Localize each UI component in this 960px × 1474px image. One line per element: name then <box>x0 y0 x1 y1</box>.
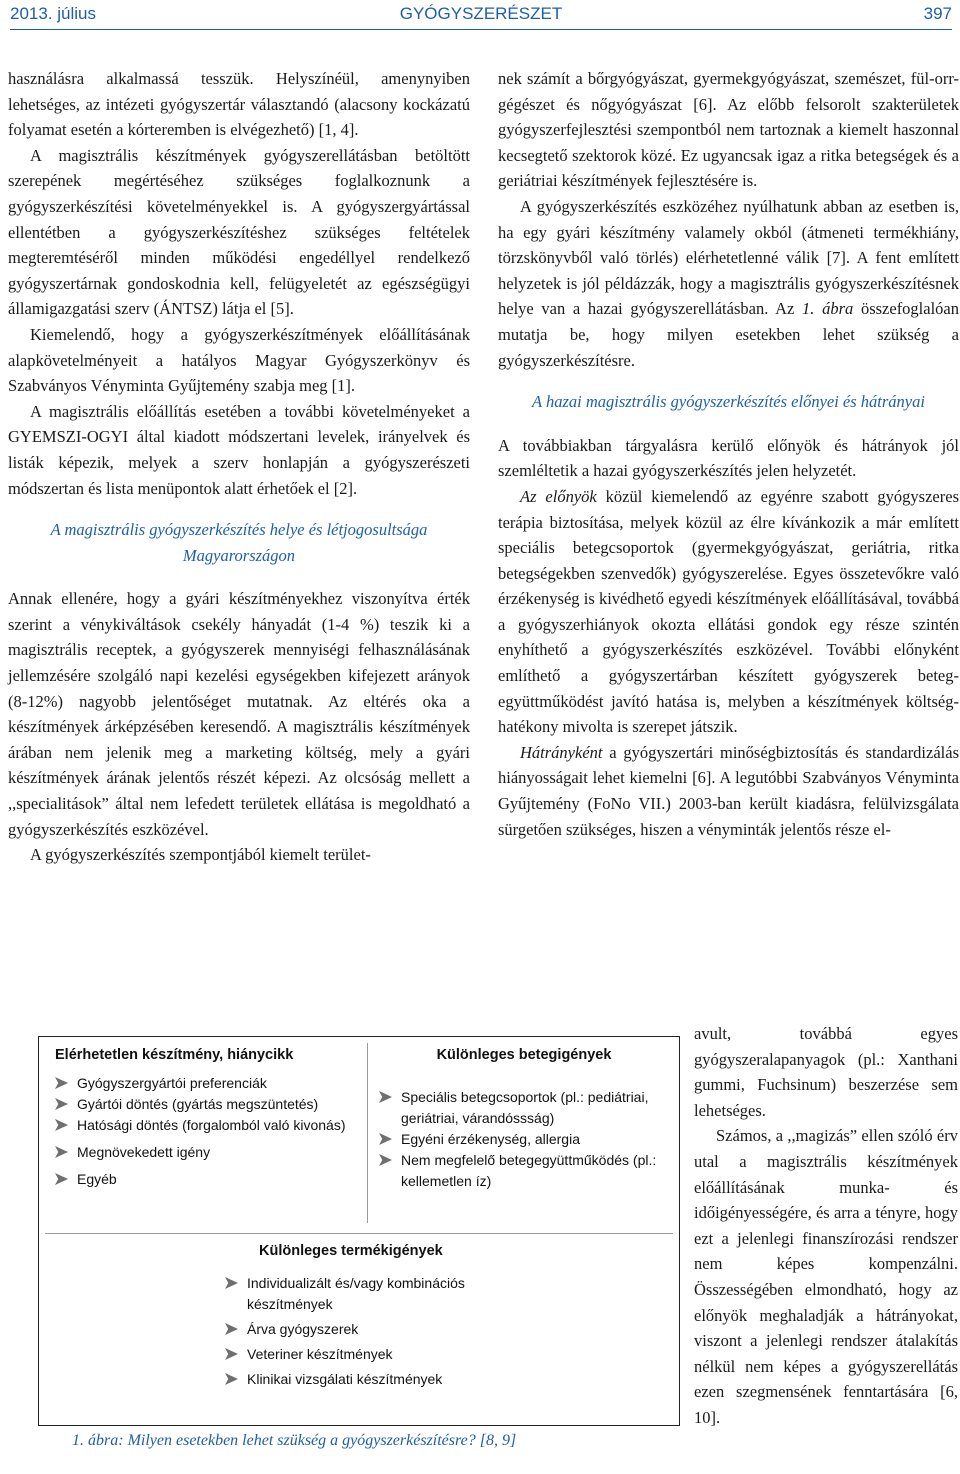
list-item: Speciális betegcsoportok (pl.: pediátriai, geriátriai, várandóssság) <box>379 1087 669 1129</box>
figure-box-product-needs <box>225 1243 525 1390</box>
list-item: Egyéb <box>55 1169 355 1190</box>
right-column <box>498 66 959 842</box>
arrow-icon <box>225 1373 238 1385</box>
list-item: Individualizált és/vagy kombinációs készítmények <box>225 1273 525 1315</box>
paragraph: A gyógyszerkészítés szempontjából kiemelt terület- <box>30 845 371 865</box>
figure-box-title: Különleges termékigények <box>259 1243 443 1259</box>
paragraph <box>498 194 959 373</box>
figure-caption <box>72 1430 672 1452</box>
list-item: Veteriner készítmények <box>225 1344 525 1365</box>
figure-box-title: Elérhetetlen készítmény, hiánycikk <box>55 1047 294 1063</box>
journal-title: GYÓGYSZERÉSZET <box>399 4 563 23</box>
figure-box-unavailable <box>55 1047 355 1190</box>
figure-reference: 1. ábra <box>802 299 854 319</box>
arrow-icon <box>379 1133 392 1145</box>
list-item: Gyártói döntés (gyártás megszüntetés) <box>55 1094 355 1115</box>
figure-box-title: Különleges betegigények <box>436 1047 612 1063</box>
figure-caption-text: Milyen esetekben lehet szükség a gyógyszerkészítésre? [8, 9] <box>127 1432 517 1449</box>
paragraph: A magisztrális előállítás esetében a további követelményeket a GYEMSZI-OGYI által kiadott módszertani levelek, irányelvek és listák képezik, melyek a szerv honlapján a gyógyszerészeti módszertan és lista menüpontok alatt érhetőek el [2]. <box>8 401 470 498</box>
wrapped-text <box>694 1021 958 1431</box>
paragraph: Kiemelendő, hogy a gyógyszerkészítmények előállításának alapkövetelményeit a hatályos Magyar Gyógyszerkönyv és Szabványos Vényminta Gyűjtemény szabja meg [1]. <box>8 324 470 396</box>
lead-phrase: Az előnyök <box>520 486 597 506</box>
section-title: A magisztrális gyógyszerkészítés helye és létjogosultsága Magyarországon <box>50 520 428 565</box>
lead-phrase: Hátrányként <box>520 742 603 762</box>
page-number: 397 <box>923 4 952 23</box>
list-item: Egyéni érzékenység, allergia <box>379 1129 669 1150</box>
arrow-icon <box>55 1077 68 1089</box>
arrow-icon <box>379 1091 392 1103</box>
paragraph: A magisztrális készítmények gyógyszerellátásban betöltött szerepének megértéséhez szükséges foglalkoznunk a gyógyszerkészítési követelményekkel is. A gyógyszergyártással ellentétben a gyógyszerkészítéshez szükséges feltételek megteremtéséről minden működési engedéllyel rendelkező gyógyszertárnak gondoskodnia kell, felügyeletét az egészségügyi államigazgatási szerv (ÁNTSZ) látja el [5]. <box>8 145 470 319</box>
paragraph <box>498 484 959 740</box>
page-header <box>10 4 952 30</box>
arrow-icon <box>379 1154 392 1166</box>
arrow-icon <box>55 1146 68 1158</box>
figure-divider <box>367 1043 368 1223</box>
list-item: Gyógyszergyártói preferenciák <box>55 1073 355 1094</box>
arrow-icon <box>225 1323 238 1335</box>
left-column <box>8 66 470 868</box>
paragraph-text: összefoglalóan mutatja be, hogy milyen esetekben lehet szükség a gyógyszerkészítésre. <box>498 299 960 370</box>
arrow-icon <box>55 1098 68 1110</box>
paragraph-text: A gyógyszerkészítés eszközéhez nyúlhatunk abban az esetben is, ha egy gyári készítmény valamely okból (átmeneti termékhiány, törzskönyvből való törlés) elérhetetlenné válik [7]. A fent említett helyzetek is jól példázzák, hogy a magisztrális gyógyszerkészítésnek helye van a hazai gyógyszerellátásban. Az <box>498 196 959 319</box>
figure-box-patient-needs <box>379 1047 669 1192</box>
paragraph-text: a gyógyszertári minőségbiztosítás és standardizálás hiányosságait lehet kiemelni [6]. A legutóbbi Szabványos Vényminta Gyűjtemény (FoNo VII.) 2003-ban került kiadásra, felülvizsgálata sürgetően szükséges, hiszen a vényminták jelentős része el- <box>498 742 959 839</box>
paragraph: Annak ellenére, hogy a gyári készítményekhez viszonyítva érték szerint a vénykiváltások csekély hányadát (1-4 %) teszik ki a magisztrális receptek, a gyógyszerek mennyiségi felhasználásának jellemzésére szolgáló napi kezelési egységekben kifejezett arányok (8-12%) nagyobb jelentőséget mutatnak. Az eltérés oka a készítmények árképzésében keresendő. A magisztrális készítmények árában nem jelenik meg a marketing költség, mely a gyári készítmények árának jelentős részét képezi. Az olcsóság mellett a ,,specialitások” által nem lefedett területek ellátása is megoldható a gyógyszerkészítés eszközével. <box>8 589 470 839</box>
figure-1 <box>38 1036 680 1426</box>
paragraph-text: közül kiemelendő az egyénre szabott gyógyszeres terápia biztosítása, melyek közül az élre kívánkozik a már említett speciális betegcsoportok (gyermekgyógyászat, geriátria, ritka betegségekben szenvedők) gyógyszerelése. Egyes összetevőkre való érzékenység is kivédhető egyedi készítmények előállításával, továbbá a gyógyszerhiányok okozta ellátási gondok egy része szintén enyhíthető a gyógyszerkészítés eszközével. További előnyként említhető a gyógyszertárban készített gyógyszerek beteg-együttműködést javító hatása is, melyben a készítmények költség-hatékony mivolta is szerepet játszik. <box>498 486 959 737</box>
paragraph: avult, továbbá egyes gyógyszeralapanyagok (pl.: Xanthani gummi, Fuchsinum) beszerzése sem lehetséges. <box>694 1024 958 1120</box>
list-item: Árva gyógyszerek <box>225 1319 525 1340</box>
list-item: Megnövekedett igény <box>55 1142 355 1163</box>
paragraph: használásra alkalmassá tesszük. Helyszínéül, amenynyiben lehetséges, az intézeti gyógyszertár választandó (alacsony kockázatú folyamat esetén a kórteremben is elvégezhető) [1, 4]. <box>8 69 470 140</box>
list-item: Nem megfelelő betegegyüttműködés (pl.: kellemetlen íz) <box>379 1150 669 1192</box>
paragraph: nek számít a bőrgyógyászat, gyermekgyógyászat, szemészet, fül-orr-gégészet és nőgyógyászat [6]. Az előbb felsorolt szakterületek gyógyszerfejlesztési szempontból nem tartoznak a kiemelt haszonnal kecsegtető szektorok közé. Ez ugyancsak igaz a ritka betegségek és a geriátriai készítmények fejlesztésére is. <box>498 69 959 191</box>
arrow-icon <box>55 1173 68 1185</box>
arrow-icon <box>225 1348 238 1360</box>
paragraph: A továbbiakban tárgyalásra kerülő előnyök és hátrányok jól szemléltetik a hazai gyógyszerkészítés jelen helyzetét. <box>498 435 959 481</box>
paragraph <box>498 740 959 842</box>
arrow-icon <box>225 1277 238 1289</box>
arrow-icon <box>55 1119 68 1131</box>
figure-number: 1. ábra: <box>72 1432 124 1449</box>
issue-date: 2013. július <box>10 4 97 23</box>
list-item: Hatósági döntés (forgalomból való kivonás) <box>55 1115 355 1136</box>
figure-divider <box>45 1233 673 1234</box>
section-title: A hazai magisztrális gyógyszerkészítés előnyei és hátrányai <box>532 392 925 412</box>
paragraph: Számos, a ,,magizás” ellen szóló érv utal a magisztrális készítmények előállításának munka- és időigényességére, és arra a tényre, hogy ezt a jelenlegi finanszírozási rendszer nem képes kompenzálni. Összességében elmondható, hogy az előnyök meghaladják a hátrányokat, viszont a jelenlegi rendszer átalakítás nélkül nem képes a gyógyszerellátás ezen szegmensének fenntartására [6, 10]. <box>694 1126 958 1427</box>
list-item: Klinikai vizsgálati készítmények <box>225 1369 525 1390</box>
